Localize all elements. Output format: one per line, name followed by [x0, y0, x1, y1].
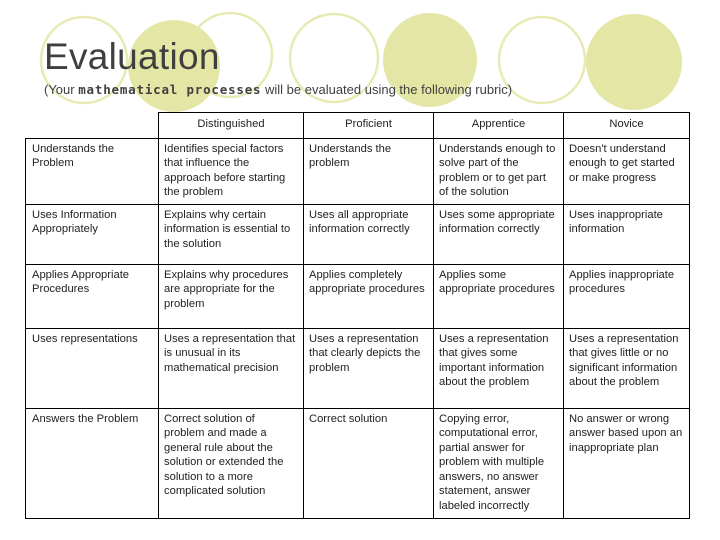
rubric-cell: Explains why procedures are appropriate for the problem — [159, 264, 304, 328]
rubric-cell: Correct solution — [304, 408, 434, 518]
rubric-row — [26, 264, 690, 328]
header-novice: Novice — [564, 113, 690, 139]
header-corner — [26, 113, 159, 139]
slide-title: Evaluation — [44, 36, 220, 77]
rubric-cell: Correct solution of problem and made a general rule about the solution or extended the solution to a more complicated solution — [159, 408, 304, 518]
rubric-cell: Identifies special factors that influence the approach before starting the problem — [159, 138, 304, 204]
rubric-cell: Uses a representation that clearly depicts the problem — [304, 328, 434, 408]
rubric-cell: Uses some appropriate information correctly — [434, 204, 564, 264]
subtitle-prefix: (Your — [44, 82, 79, 97]
criterion-cell: Answers the Problem — [26, 408, 159, 518]
rubric-row — [26, 138, 690, 204]
criterion-cell: Applies Appropriate Procedures — [26, 264, 159, 328]
rubric-cell: Uses a representation that gives some important information about the problem — [434, 328, 564, 408]
criterion-cell: Understands the Problem — [26, 138, 159, 204]
rubric-cell: Uses a representation that gives little or no significant information about the problem — [564, 328, 690, 408]
header-distinguished: Distinguished — [159, 113, 304, 139]
rubric-table — [25, 112, 690, 519]
criterion-cell: Uses Information Appropriately — [26, 204, 159, 264]
header-proficient: Proficient — [304, 113, 434, 139]
rubric-cell: Explains why certain information is essential to the solution — [159, 204, 304, 264]
rubric-header-row — [26, 113, 690, 139]
subtitle-emphasis: mathematical processes — [78, 82, 262, 97]
rubric-row — [26, 204, 690, 264]
rubric-cell: Copying error, computational error, partial answer for problem with multiple answers, no answer statement, answer labeled incorrectly — [434, 408, 564, 518]
deco-circle-filled — [586, 14, 682, 110]
subtitle-suffix: will be evaluated using the following rubric) — [261, 82, 513, 97]
rubric-cell: Applies completely appropriate procedures — [304, 264, 434, 328]
slide-subtitle — [44, 82, 512, 97]
rubric-cell: Understands the problem — [304, 138, 434, 204]
rubric-cell: Understands enough to solve part of the problem or to get part of the solution — [434, 138, 564, 204]
rubric-row — [26, 408, 690, 518]
rubric-cell: Uses a representation that is unusual in its mathematical precision — [159, 328, 304, 408]
rubric-cell: Uses inappropriate information — [564, 204, 690, 264]
rubric-cell: No answer or wrong answer based upon an inappropriate plan — [564, 408, 690, 518]
criterion-cell: Uses representations — [26, 328, 159, 408]
rubric-cell: Applies inappropriate procedures — [564, 264, 690, 328]
rubric-row — [26, 328, 690, 408]
header-apprentice: Apprentice — [434, 113, 564, 139]
rubric-cell: Doesn't understand enough to get started or make progress — [564, 138, 690, 204]
rubric-cell: Applies some appropriate procedures — [434, 264, 564, 328]
rubric-cell: Uses all appropriate information correctly — [304, 204, 434, 264]
